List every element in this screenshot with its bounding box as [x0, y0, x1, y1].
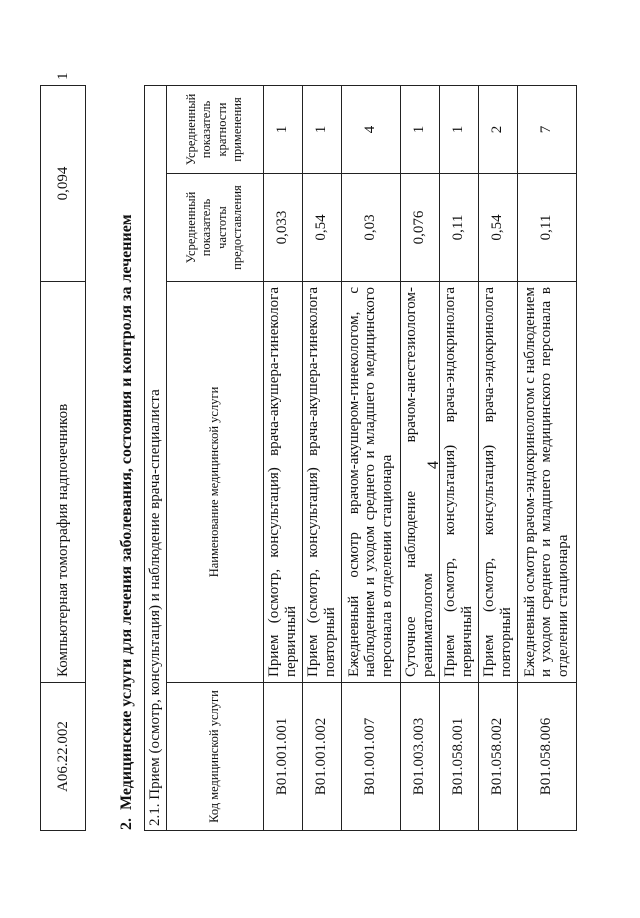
frequency-value: 0,076	[400, 174, 439, 282]
multiplicity-value: 1	[302, 85, 341, 173]
table-row	[263, 85, 302, 830]
header-name: Наименование медицинской услуги	[166, 282, 263, 683]
section-title: Медицинские услуги для лечения заболевания, состояния и контроля за лечением	[118, 214, 135, 810]
table-row	[439, 85, 478, 830]
service-name: Прием (осмотр, консультация) врача-эндокринолога повторный	[478, 282, 517, 683]
multiplicity-value: 2	[478, 85, 517, 173]
multiplicity-value: 1	[400, 85, 439, 173]
service-name: Ежедневный осмотр врачом-акушером-гинекологом, с наблюдением и уходом среднего и младшего медицинского персонала в отделении стационара	[341, 282, 400, 683]
multiplicity-value: 7	[517, 85, 576, 173]
service-code: B01.001.007	[341, 683, 400, 831]
service-code: A06.22.002	[41, 683, 86, 831]
section-heading	[118, 214, 136, 830]
table-row	[400, 85, 439, 830]
header-multiplicity: Усредненный показатель кратности применения	[166, 85, 263, 173]
multiplicity-value: 4	[341, 85, 400, 173]
frequency-value: 0,03	[341, 174, 400, 282]
page-number: 4	[425, 461, 442, 469]
service-name: Ежедневный осмотр врачом-эндокринологом с наблюдением и уходом среднего и младшего медицинского персонала в отделении стационара	[517, 282, 576, 683]
service-name: Прием (осмотр, консультация) врача-акушера-гинеколога повторный	[302, 282, 341, 683]
service-code: B01.058.006	[517, 683, 576, 831]
table-row	[341, 85, 400, 830]
subheading-row	[145, 85, 167, 830]
frequency-value: 0,11	[439, 174, 478, 282]
services-table	[144, 85, 577, 831]
frequency-value: 0,094	[41, 86, 86, 282]
service-name: Прием (осмотр, консультация) врача-акушера-гинеколога первичный	[263, 282, 302, 683]
service-code: B01.001.001	[263, 683, 302, 831]
service-name: Прием (осмотр, консультация) врача-эндокринолога первичный	[439, 282, 478, 683]
frequency-value: 0,033	[263, 174, 302, 282]
service-name: Суточное наблюдение врачом-анестезиологом-реаниматологом	[400, 282, 439, 683]
header-frequency: Усредненный показатель частоты предоставления	[166, 174, 263, 282]
multiplicity-value: 1	[439, 85, 478, 173]
service-code: B01.058.002	[478, 683, 517, 831]
service-name: Компьютерная томография надпочечников	[41, 282, 86, 683]
frequency-value: 0,11	[517, 174, 576, 282]
service-code: B01.058.001	[439, 683, 478, 831]
header-code: Код медицинской услуги	[166, 683, 263, 831]
service-code: B01.003.003	[400, 683, 439, 831]
table-row	[478, 85, 517, 830]
table-row	[517, 85, 576, 830]
frequency-value: 0,54	[478, 174, 517, 282]
frequency-value: 0,54	[302, 174, 341, 282]
subheading: 2.1. Прием (осмотр, консультация) и наблюдение врача-специалиста	[145, 85, 167, 830]
top-table	[40, 72, 86, 831]
table-row	[302, 85, 341, 830]
section-number: 2.	[118, 818, 135, 830]
service-code: B01.001.002	[302, 683, 341, 831]
header-row	[166, 85, 263, 830]
table-row: A06.22.002 Компьютерная томография надпочечников 0,094 1	[41, 86, 86, 831]
multiplicity-value: 1	[263, 85, 302, 173]
